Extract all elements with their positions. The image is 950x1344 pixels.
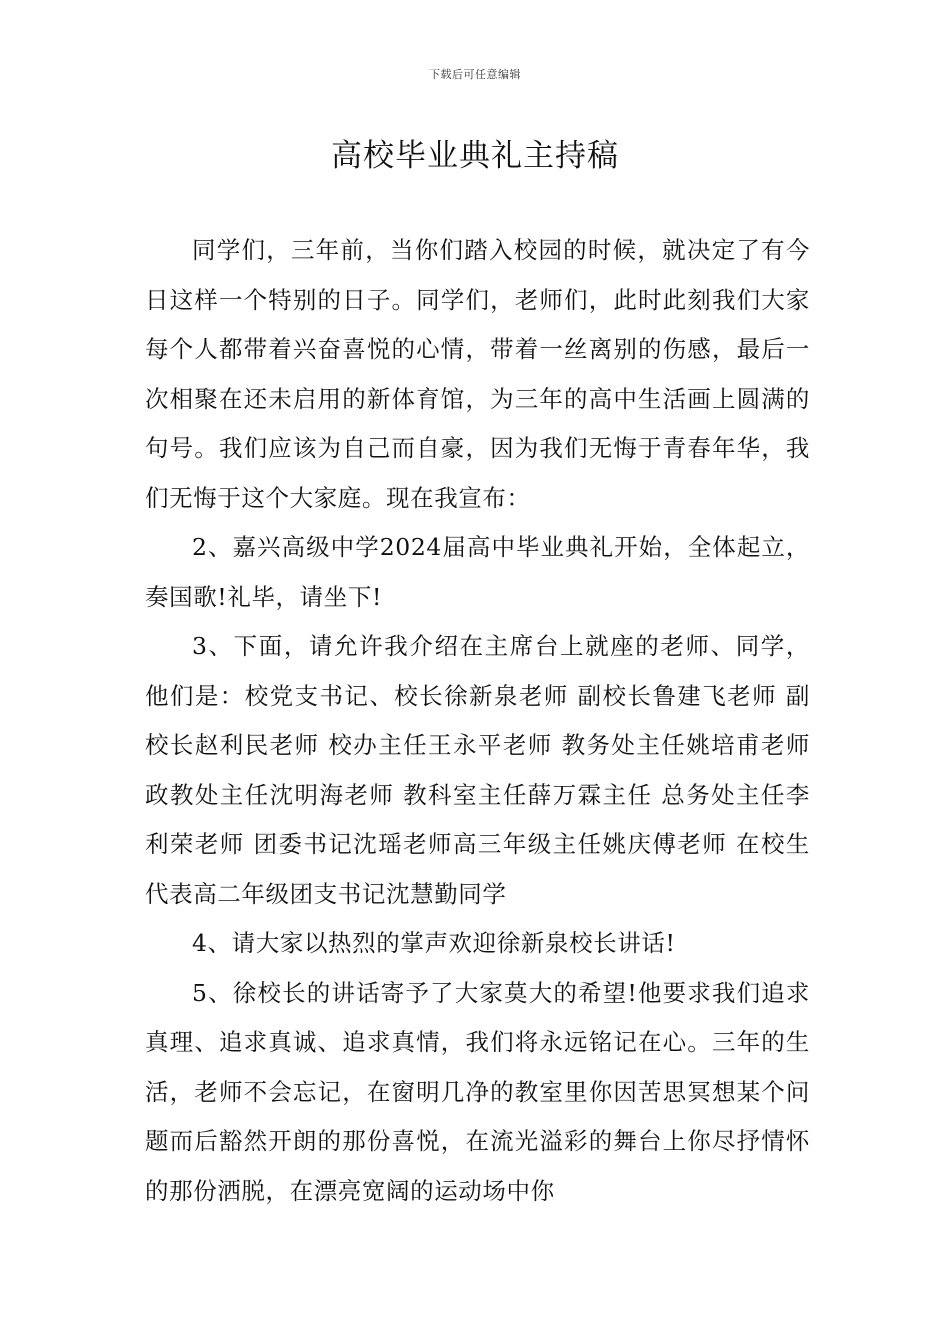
document-title: 高校毕业典礼主持稿	[331, 138, 619, 174]
paragraph-item-5: 5、徐校长的讲话寄予了大家莫大的希望!他要求我们追求真理、追求真诚、追求真情，我们将永远铭记在心。三年的生活，老师不会忘记，在窗明几净的教室里你因苦思冥想某个问题而后豁然开朗的那份喜悦，在流光溢彩的舞台上你尽抒情怀的那份洒脱，在漂亮宽阔的运动场中你	[145, 978, 810, 1205]
paragraph-item-4: 4、请大家以热烈的掌声欢迎徐新泉校长讲话!	[192, 929, 676, 957]
paragraph-item-3: 3、下面，请允许我介绍在主席台上就座的老师、同学，他们是：校党支书记、校长徐新泉老师 副校长鲁建飞老师 副校长赵利民老师 校办主任王永平老师 教务处主任姚培甫老师 政教处主任沈明海老师 教科室主任薛万霖主任 总务处主任李利荣老师 团委书记沈瑶老师高三年级主任姚庆傅老师 在校生代表高二年级团支书记沈慧勤同学	[145, 632, 810, 908]
paragraph-opening: 同学们，三年前，当你们踏入校园的时候，就决定了有今日这样一个特别的日子。同学们，老师们，此时此刻我们大家每个人都带着兴奋喜悦的心情，带着一丝离别的伤感，最后一次相聚在还未启用的新体育馆，为三年的高中生活画上圆满的句号。我们应该为自己而自豪，因为我们无悔于青春年华，我们无悔于这个大家庭。现在我宣布：	[145, 236, 810, 512]
document-body	[145, 226, 810, 1216]
paragraph-item-2: 2、嘉兴高级中学2024届高中毕业典礼开始，全体起立，奏国歌!礼毕，请坐下!	[145, 533, 810, 611]
header-note: 下载后可任意编辑	[429, 68, 521, 81]
